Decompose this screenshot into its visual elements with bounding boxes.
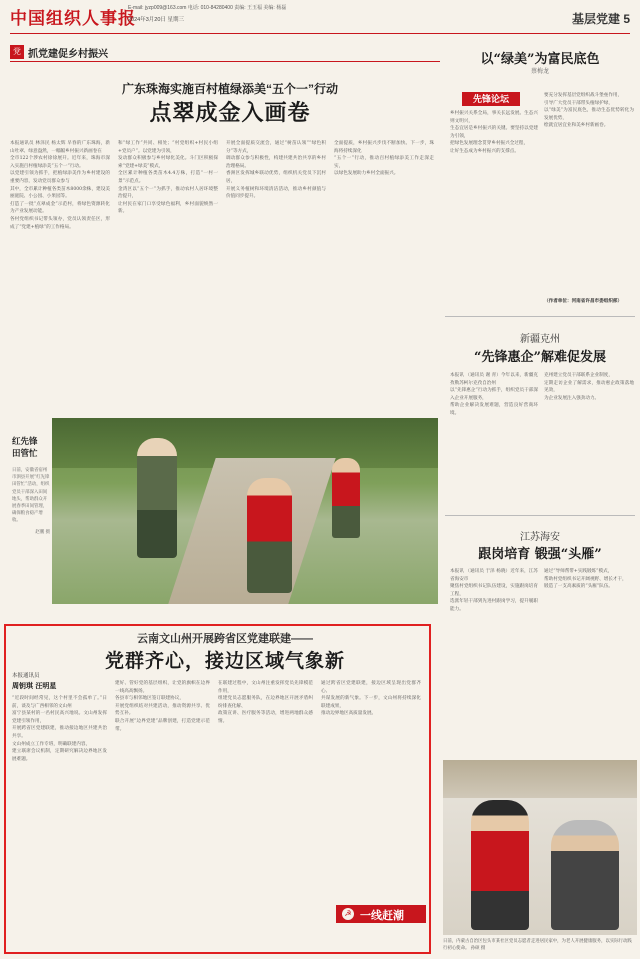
contact-line: E-mail: jyzp009@163.com 电话: 010-84280400 责编: 王玉福 美编: 杨磊: [128, 5, 287, 11]
paragraph: 发动群众积极参与乡村绿化美化。斗门区积极探索“党建+绿美”模式，: [118, 156, 218, 169]
lead-column-3: [226, 140, 326, 410]
paragraph: 把绿色发展理念贯穿乡村振兴全过程，: [450, 141, 529, 147]
party-emblem-icon: ☭: [342, 908, 354, 920]
column-tag-label: 一线赶潮: [360, 910, 404, 922]
paragraph: 在联建过程中，文山州注重发挥党员先锋模范作用，: [218, 681, 313, 694]
photo-person: [247, 478, 292, 593]
opinion-headline: 以“绿美”为富民底色: [480, 52, 600, 67]
paragraph: 联合开展“边界党建”品牌创建，打造党建示范带。: [115, 718, 210, 732]
feature-headline: 党群齐心，接边区域气象新: [104, 650, 345, 672]
photo-caption-title: [12, 435, 52, 459]
photo-caption: 日前，内蒙古自治区包头市某社区党员志愿者走进居民家中，为老人开展健康服务，以实际行动践行初心使命。 孙硕 摄: [443, 939, 632, 951]
column-tag: [336, 905, 426, 923]
brief-headline: “先锋惠企”解难促发展: [474, 350, 606, 365]
brief-headline: 跟岗培育 锻强“头雁”: [478, 547, 602, 562]
feature-column-4: [321, 680, 421, 900]
photo-caption-body: [12, 467, 50, 536]
paragraph: 文山州成立工作专班，明确联建内容，: [12, 741, 91, 747]
page-section-label: [572, 10, 630, 27]
paragraph: 和“绿工作”共同、相处；“村党组织+村民小组+党员户”。以党建为引领，: [118, 141, 218, 154]
paragraph: 为企业发展注入强劲动力。: [544, 395, 600, 401]
paragraph: 乡村振兴关系全局，事关长远发展。生态兴则文明兴，: [450, 111, 538, 124]
paragraph: 克州建立党员干部联系企业制度，: [544, 373, 613, 378]
paragraph: 选派年轻干部到先进村跟岗学习，提升履职能力。: [450, 599, 538, 612]
photo-person: [551, 820, 619, 930]
paragraph: 生态宜居是乡村振兴的关键。要坚持以党建为引领，: [450, 126, 538, 139]
paragraph: “五个一”行动，推动百村植绿添美工作走深走实，: [334, 156, 434, 169]
opinion-column-2: [544, 92, 634, 292]
lead-headline: 点翠成金入画卷: [149, 100, 311, 126]
lead-column-1: [10, 140, 110, 410]
paragraph: 本报讯 （通讯员 谢 青）今年以来，新疆克孜勒苏柯尔克孜自治州: [450, 373, 538, 386]
brief-column-1: [450, 372, 538, 510]
right-divider: [445, 515, 635, 516]
section-divider: [10, 61, 440, 62]
paragraph: 以“先锋惠企”行动为抓手，组织党员干部深入企业开展服务，: [450, 388, 538, 401]
paragraph: 通过“导师帮带+实践锻炼”模式，: [544, 569, 613, 574]
farm-work-photo: [52, 418, 438, 604]
masthead-divider: [10, 33, 630, 34]
lead-column-4: [334, 140, 434, 410]
paragraph: 打造了一批“点翠成金”示范村，将绿色资源转化为产业发展动能。: [10, 201, 110, 215]
paragraph: 定期走访企业了解需求，推动惠企政策落地见效，: [544, 380, 634, 394]
paragraph: 开展全面提质交流会，通过“树苗认领”“绿色积分”等方式，: [226, 141, 326, 154]
paragraph: 聚焦村党组织书记队伍建设，实施跟岗培育工程，: [450, 584, 538, 597]
opinion-author: 蔡梅龙: [530, 69, 549, 75]
paragraph: 以“绿美”为富民底色，推动生态优势转化为发展优势，: [544, 108, 634, 121]
feature-column-1: [12, 695, 107, 947]
feature-column-2: [115, 680, 210, 947]
paragraph: 香洲区发挥城乡联动优势，组织机关党员下沉村居，: [226, 171, 326, 184]
page-section-name: 基层党建: [571, 12, 620, 26]
paragraph: 开展跨省区党建联建，推动接边地区共建共治共享。: [12, 726, 107, 739]
paragraph: 以绿色发展助力乡村全面振兴。: [334, 171, 399, 177]
brief-column-1: [450, 568, 538, 754]
paragraph: 本报讯 （通讯员 于泽 杨晓）近年来，江苏省海安市: [450, 569, 538, 582]
byline-names: 周钥琪 汪明星: [12, 681, 57, 690]
paragraph: “近段时间经常见，这个村里不会孤单了。”日前，谈及与广西相邻的文山州: [12, 696, 107, 709]
byline-label: 本报通讯员: [12, 673, 40, 679]
section-badge: [10, 45, 140, 59]
paragraph: 帮助企业解决发展难题，营造良好营商环境。: [450, 403, 538, 416]
opinion-author-note: （作者单位：河南省许昌市委组织部）: [544, 299, 623, 304]
paragraph: 金湾区以“五个一”为抓手，推动农村人居环境整治提升，: [118, 186, 218, 200]
paragraph: 全面提质，乡村振兴步伐不断加快。下一步，珠海将持续深化: [334, 141, 434, 154]
issue-date: 2024年3月20日 星期三: [128, 17, 184, 23]
paragraph: 全区累计种植各类苗木4.4万株，打造“一村一景”示范点。: [118, 171, 218, 184]
section-label: 抓党建促乡村振兴: [28, 49, 108, 60]
lead-column-2: [118, 140, 218, 410]
paragraph: 其中，全市累计种植各类苗木8000余株，建设美丽庭院、小公园、小果园等。: [10, 186, 110, 200]
forum-tag: 先锋论坛: [462, 92, 520, 106]
paragraph: 本报通讯员 林泽民 杨太辉 早春的广东珠海，新山吐翠、绿意盎然，一幅幅乡村振兴新画卷在: [10, 141, 110, 154]
lead-kicker: 广东珠海实施百村植绿添美“五个一”行动: [121, 82, 338, 96]
newspaper-logo: 中国组织人事报: [10, 9, 136, 29]
volunteer-photo: [443, 760, 637, 935]
photo-background: [443, 760, 637, 798]
paragraph: 开展党组织结对共建活动，推动资源共享、优势互补。: [115, 703, 210, 717]
paragraph: 开展义务植树和环境清洁活动，推动乡村颜值与价值同步提升。: [226, 186, 326, 200]
paragraph: 建好、管好党的基层组织，让党的旗帜在边界一线高高飘扬。: [115, 681, 210, 694]
paragraph: 各县市与相邻地区签订联建协议，: [115, 696, 184, 702]
paragraph: 锻造了一支高素质的“头雁”队伍。: [544, 584, 614, 590]
paragraph: 以党建引领为抓手，把植绿添美作为乡村建设的重要内容，发动党员群众参与: [10, 171, 110, 184]
photo-person: [471, 800, 529, 930]
paragraph: 引导广大党员干部带头植绿护绿，: [544, 100, 613, 106]
paragraph: 让好生态成为乡村振兴的支撑点。: [450, 148, 519, 154]
opinion-column-1: [450, 110, 538, 310]
paragraph: 让村民在家门口享受绿色福利，乡村面貌焕然一新。: [118, 201, 218, 215]
masthead: [0, 0, 640, 34]
page-number: 5: [623, 12, 630, 26]
brief-column-2: [544, 568, 634, 754]
paragraph: 富宁县某村的一名村民高兴地说。文山州发挥党建引领作用，: [12, 711, 107, 724]
feature-byline: [12, 672, 72, 692]
paragraph: 帮助村党组织书记开阔视野、增长才干，: [544, 576, 627, 582]
paragraph: 推动边界地区高质量发展。: [321, 711, 377, 717]
paragraph: 绘就宜居宜业和美乡村新画卷。: [544, 123, 609, 129]
paragraph: 政策宣讲、医疗服务等活动，增进两地群众感情。: [218, 711, 313, 724]
paragraph: 调动群众参与积极性，构建共建共治共享的乡村治理格局。: [226, 156, 326, 169]
feature-kicker: 云南文山州开展跨省区党建联建——: [137, 633, 313, 645]
paragraph: 建立联席会议机制，定期研究解决边界地区发展难题。: [12, 749, 107, 762]
caption-title-line: 红先锋: [12, 436, 38, 446]
photo-person: [137, 438, 177, 558]
party-emblem-icon: 党: [10, 45, 24, 59]
brief-kicker: 新疆克州: [520, 334, 560, 345]
paragraph: 通过跨省区党建联建，接边区域呈现出党群齐心、: [321, 681, 421, 694]
photo-credit: 赵鹏 摄: [35, 529, 50, 535]
feature-column-3: [218, 680, 313, 947]
brief-kicker: 江苏海安: [520, 532, 560, 543]
caption-text: 日前，安徽省宿州市泗县开展“红先锋 田管忙”活动，组织党员干部深入田间地头，帮助群众开展春季田间管理，确保粮食稳产增收。: [12, 468, 50, 524]
photo-person: [332, 458, 360, 538]
brief-column-2: [544, 372, 634, 510]
paragraph: 要充分发挥基层党组织战斗堡垒作用，: [544, 93, 623, 98]
caption-title-line: 田管忙: [12, 448, 38, 458]
paragraph: 各村党组织书记带头领办，党员认领责任区，形成了“党建+植绿”的工作格局。: [10, 216, 110, 230]
paragraph: 共谋发展的新气象。下一步，文山州将持续深化联建成果，: [321, 696, 421, 709]
paragraph: 组建党员志愿服务队，在边界地区开展矛盾纠纷排查化解、: [218, 696, 313, 709]
right-divider: [445, 316, 635, 317]
paragraph: 全市122个涉农村徐徐展开。近年来，珠海市深入实施百村植绿添美“五个一”行动。: [10, 156, 110, 169]
